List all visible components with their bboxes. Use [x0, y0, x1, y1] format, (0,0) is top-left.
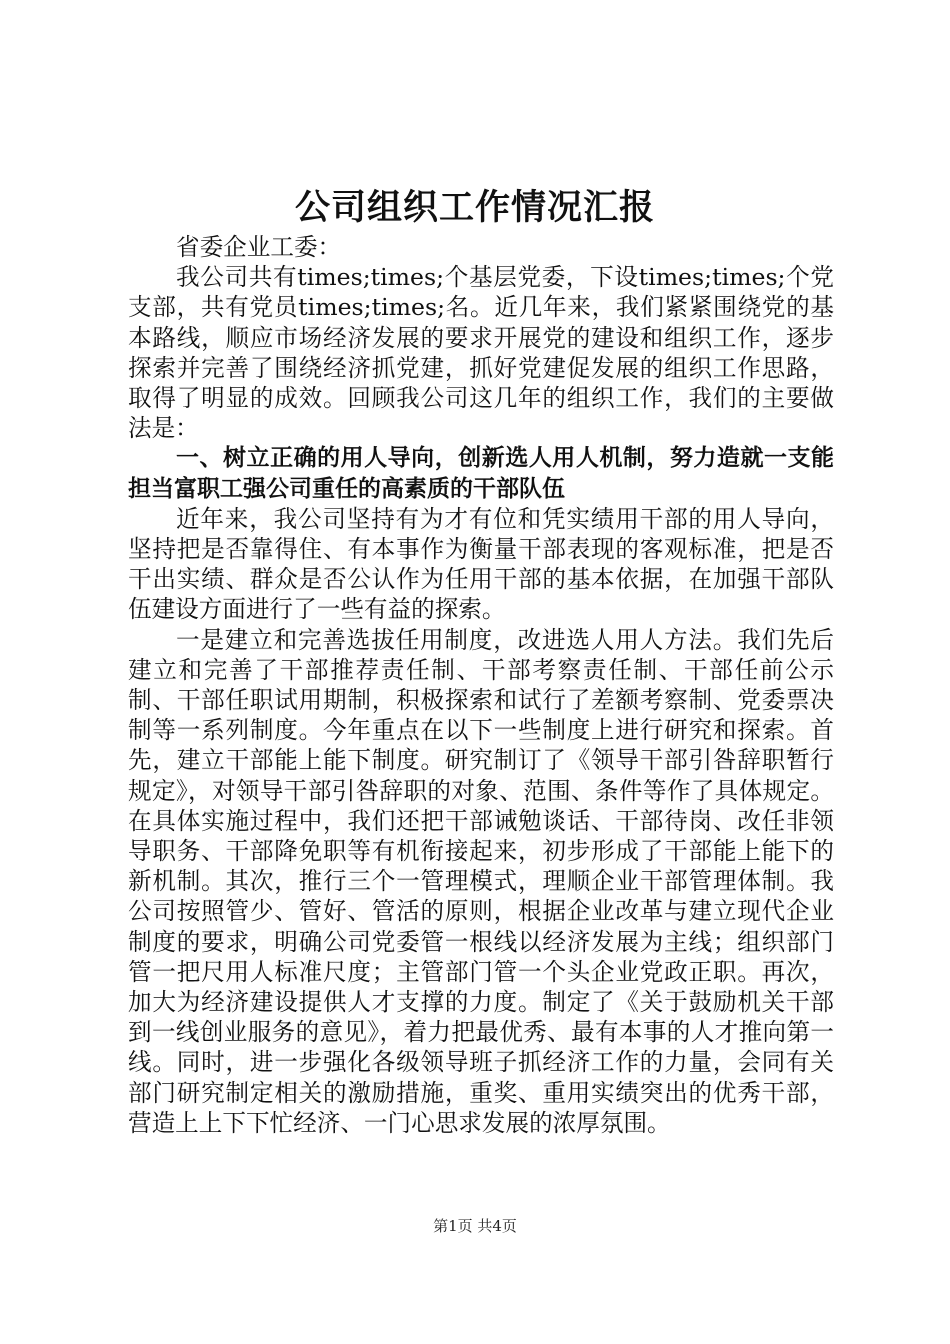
salutation: 省委企业工委： [176, 233, 342, 261]
paragraph-intro: 我公司共有times;times;个基层党委，下设times;times;个党支部，共有党员times;times;名。近几年来，我们紧紧围绕党的基本路线，顺应市场经济发展的要求开展党的建设和组织工作，逐步探索并完善了围绕经济抓党建，抓好党建促发展的组织工作思路，取得了明显的成效。回顾我公司这几年的组织工作，我们的主要做法是： [128, 263, 834, 443]
page-number-footer: 第1页 共4页 [433, 1217, 517, 1235]
section-heading-1: 一、树立正确的用人导向，创新选人用人机制，努力造就一支能担当富职工强公司重任的高素质的干部队伍 [128, 445, 834, 502]
paragraph-selection-system: 一是建立和完善选拔任用制度，改进选人用人方法。我们先后建立和完善了干部推荐责任制、干部考察责任制、干部任前公示制、干部任职试用期制，积极探索和试行了差额考察制、党委票决制等一系列制度。今年重点在以下一些制度上进行研究和探索。首先，建立干部能上能下制度。研究制订了《领导干部引咎辞职暂行规定》，对领导干部引咎辞职的对象、范围、条件等作了具体规定。在具体实施过程中，我们还把干部诫勉谈话、干部待岗、改任非领导职务、干部降免职等有机衔接起来，初步形成了干部能上能下的新机制。其次，推行三个一管理模式，理顺企业干部管理体制。我公司按照管少、管好、管活的原则，根据企业改革与建立现代企业制度的要求，明确公司党委管一根线以经济发展为主线；组织部门管一把尺用人标准尺度；主管部门管一个头企业党政正职。再次，加大为经济建设提供人才支撑的力度。制定了《关于鼓励机关干部到一线创业服务的意见》，着力把最优秀、最有本事的人才推向第一线。同时，进一步强化各级领导班子抓经济工作的力量，会同有关部门研究制定相关的激励措施，重奖、重用实绩突出的优秀干部，营造上上下下忙经济、一门心思求发展的浓厚氛围。 [128, 625, 834, 1137]
paragraph-section-intro: 近年来，我公司坚持有为才有位和凭实绩用干部的用人导向，坚持把是否靠得住、有本事作为衡量干部表现的客观标准，把是否干出实绩、群众是否公认作为任用干部的基本依据，在加强干部队伍建设方面进行了一些有益的探索。 [128, 504, 834, 624]
document-title: 公司组织工作情况汇报 [294, 188, 655, 228]
document-body [128, 232, 834, 1138]
